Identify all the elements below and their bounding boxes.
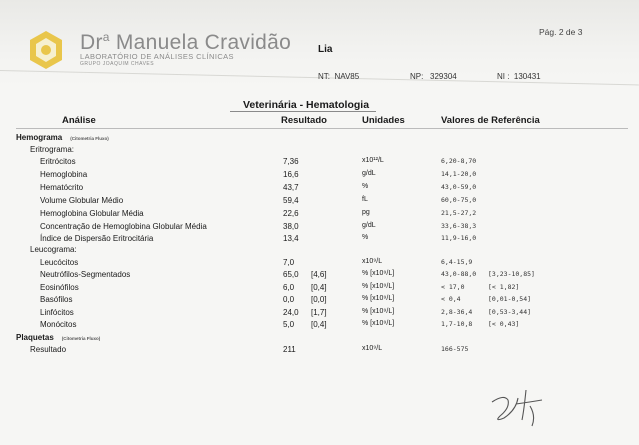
- column-header-result: Resultado: [281, 115, 327, 126]
- result-unit: fL: [362, 196, 368, 203]
- reference-range-absolute: [0,53-3,44]: [488, 308, 532, 316]
- result-unit: g/dL: [362, 170, 376, 177]
- analysis-name: Concentração de Hemoglobina Globular Média: [40, 222, 207, 231]
- nt-field: NT: NAV85: [318, 72, 360, 81]
- result-value: 65,0: [283, 270, 299, 279]
- header-rule: [16, 128, 628, 129]
- patient-name: Lia: [318, 44, 333, 55]
- result-value: 7,0: [283, 258, 295, 267]
- result-unit: pg: [362, 209, 370, 216]
- section-underline: [230, 111, 376, 112]
- column-header-analysis: Análise: [62, 115, 96, 126]
- result-unit: % [x10⁹/L]: [362, 320, 395, 327]
- reference-range: 6,20-8,70: [441, 157, 477, 165]
- result-value: 38,0: [283, 222, 299, 231]
- reference-range: < 0,4: [441, 295, 461, 303]
- result-value: 24,0: [283, 308, 299, 317]
- analysis-name: Resultado: [30, 345, 67, 354]
- result-value: 7,36: [283, 157, 299, 166]
- reference-range: 166-575: [441, 345, 469, 353]
- reference-range: 6,4-15,9: [441, 258, 473, 266]
- analysis-name: Leucócitos: [40, 258, 79, 267]
- result-unit: % [x10⁹/L]: [362, 270, 395, 277]
- reference-range: < 17,0: [441, 283, 465, 291]
- result-absolute: [0,4]: [311, 283, 327, 292]
- subgroup-eritrograma: Eritrograma:: [30, 145, 75, 154]
- group-hemograma: Hemograma (Citometria Fluxo): [16, 133, 109, 142]
- result-value: 0,0: [283, 295, 295, 304]
- reference-range: 33,6-38,3: [441, 222, 477, 230]
- subgroup-leucograma: Leucograma:: [30, 245, 77, 254]
- result-absolute: [0,4]: [311, 320, 327, 329]
- result-absolute: [0,0]: [311, 295, 327, 304]
- analysis-name: Hematócrito: [40, 183, 84, 192]
- analysis-name: Monócitos: [40, 320, 77, 329]
- reference-range: 43,0-88,0: [441, 270, 477, 278]
- analysis-name: Linfócitos: [40, 308, 74, 317]
- group-name: GRUPO JOAQUIM CHAVES: [80, 61, 155, 67]
- doctor-name: Dr$^a$ Manuela Cravidão: [80, 30, 292, 54]
- result-unit: %: [362, 183, 369, 190]
- result-unit: x10⁹/L: [362, 345, 383, 352]
- lab-logo: [26, 28, 66, 72]
- reference-range: 21,5-27,2: [441, 209, 477, 217]
- result-value: 22,6: [283, 209, 299, 218]
- result-value: 13,4: [283, 234, 299, 243]
- reference-range-absolute: [< 0,43]: [488, 320, 520, 328]
- column-header-units: Unidades: [362, 115, 405, 126]
- reference-range: 11,9-16,0: [441, 234, 477, 242]
- result-value: 6,0: [283, 283, 295, 292]
- result-unit: % [x10⁹/L]: [362, 283, 395, 290]
- analysis-name: Neutrófilos-Segmentados: [40, 270, 131, 279]
- reference-range: 43,0-59,0: [441, 183, 477, 191]
- result-unit: %: [362, 234, 369, 241]
- result-absolute: [4,6]: [311, 270, 327, 279]
- result-unit: x10¹²/L: [362, 157, 384, 164]
- analysis-name: Basófilos: [40, 295, 73, 304]
- result-absolute: [1,7]: [311, 308, 327, 317]
- page-number: Pág. 2 de 3: [539, 27, 583, 37]
- reference-range: 60,0-75,0: [441, 196, 477, 204]
- result-value: 43,7: [283, 183, 299, 192]
- column-header-reference: Valores de Referência: [441, 115, 540, 126]
- result-unit: x10⁹/L: [362, 258, 383, 265]
- analysis-name: Eritrócitos: [40, 157, 76, 166]
- group-plaquetas: Plaquetas (Citometria Fluxo): [16, 333, 101, 342]
- analysis-name: Volume Globular Médio: [40, 196, 124, 205]
- result-value: 16,6: [283, 170, 299, 179]
- section-title: Veterinária - Hematologia: [243, 99, 370, 111]
- handwritten-signature: [486, 386, 552, 430]
- reference-range: 14,1-20,0: [441, 170, 477, 178]
- analysis-name: Índice de Dispersão Eritrocitária: [40, 234, 154, 243]
- reference-range: 2,8-36,4: [441, 308, 473, 316]
- analysis-name: Hemoglobina: [40, 170, 88, 179]
- analysis-name: Eosinófilos: [40, 283, 79, 292]
- reference-range: 1,7-10,8: [441, 320, 473, 328]
- ni-field: NI : 130431: [497, 72, 541, 81]
- np-field: NP: 329304: [410, 72, 457, 81]
- result-unit: % [x10⁹/L]: [362, 295, 395, 302]
- result-value: 5,0: [283, 320, 295, 329]
- lab-name: LABORATÓRIO DE ANÁLISES CLÍNICAS: [80, 52, 234, 61]
- result-unit: g/dL: [362, 222, 376, 229]
- analysis-name: Hemoglobina Globular Média: [40, 209, 144, 218]
- result-value: 59,4: [283, 196, 299, 205]
- result-unit: % [x10⁹/L]: [362, 308, 395, 315]
- reference-range-absolute: [3,23-10,85]: [488, 270, 535, 278]
- reference-range-absolute: [< 1,82]: [488, 283, 520, 291]
- reference-range-absolute: [0,01-0,54]: [488, 295, 532, 303]
- result-value: 211: [283, 345, 296, 354]
